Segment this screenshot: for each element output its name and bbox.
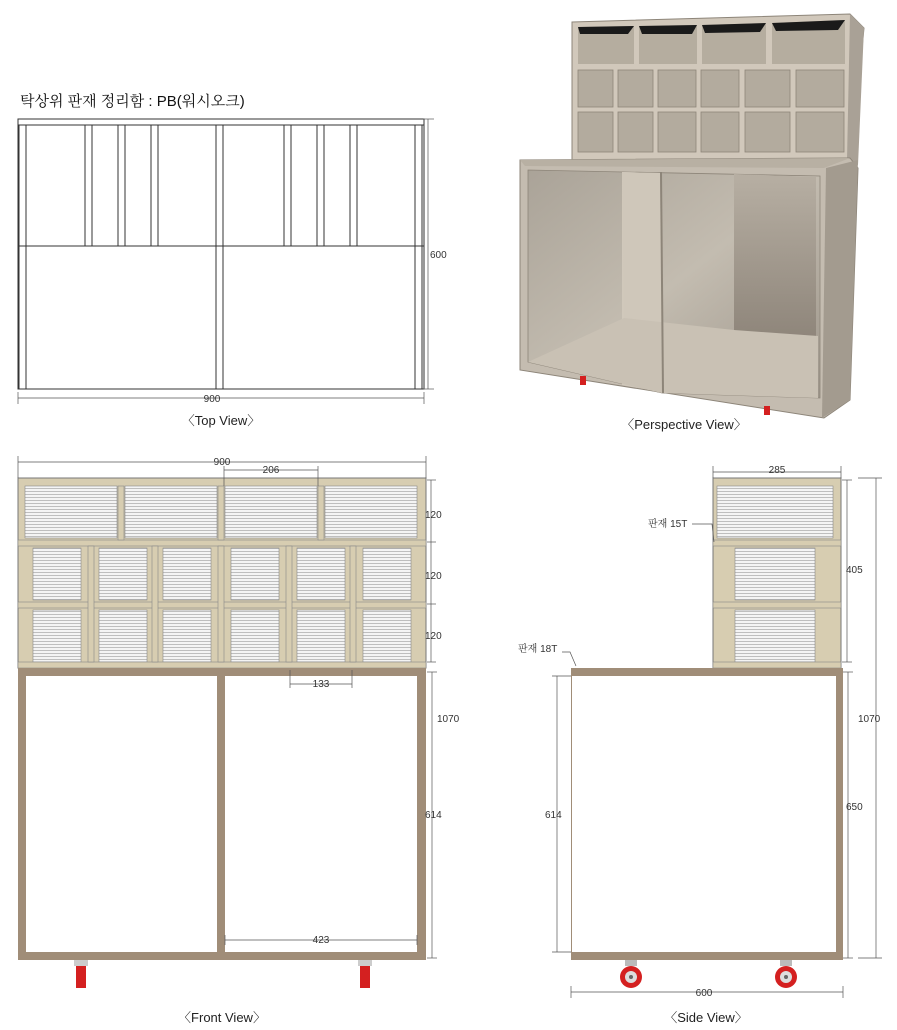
- perspective-view-caption: 〈Perspective View〉: [621, 417, 747, 432]
- front-bay-dim: 206: [262, 465, 280, 476]
- top-depth-dim: 600: [430, 250, 447, 261]
- side-lower-height-dim: 650: [846, 802, 863, 813]
- drawing-title: 탁상위 판재 정리함 : PB(워시오크): [20, 93, 245, 110]
- front-total-height-dim: 1070: [437, 714, 460, 725]
- shelf-height-2-dim: 120: [425, 571, 442, 582]
- top-width-dim: 900: [203, 394, 221, 405]
- front-small-bay-dim: 133: [312, 679, 330, 690]
- side-upper-height-dim: 405: [846, 565, 863, 576]
- top-view-outline: [18, 119, 424, 389]
- top-view: [18, 119, 424, 389]
- caster-wheel: [764, 406, 770, 415]
- side-view: [571, 478, 843, 988]
- front-width-dim: 900: [213, 457, 231, 468]
- panel-18t-note: 판재 18T: [518, 644, 558, 655]
- side-top-depth-dim: 285: [768, 465, 786, 476]
- perspective-view: [520, 14, 864, 418]
- side-view-caption: 〈Side View〉: [664, 1010, 748, 1025]
- shelf-height-1-dim: 120: [425, 510, 442, 521]
- caster-wheel: [580, 376, 586, 385]
- front-view-caption: 〈Front View〉: [178, 1010, 266, 1025]
- side-total-height-dim: 1070: [858, 714, 881, 725]
- top-view-caption: 〈Top View〉: [181, 413, 261, 428]
- shelf-height-3-dim: 120: [425, 631, 442, 642]
- side-inner-height-dim: 614: [545, 810, 562, 821]
- front-lower-width-dim: 423: [312, 935, 330, 946]
- panel-15t-note: 판재 15T: [648, 519, 688, 530]
- front-lower-height-dim: 614: [425, 810, 442, 821]
- side-depth-dim: 600: [695, 988, 713, 999]
- top-view-dimensions: [18, 119, 434, 404]
- front-view: [18, 478, 426, 988]
